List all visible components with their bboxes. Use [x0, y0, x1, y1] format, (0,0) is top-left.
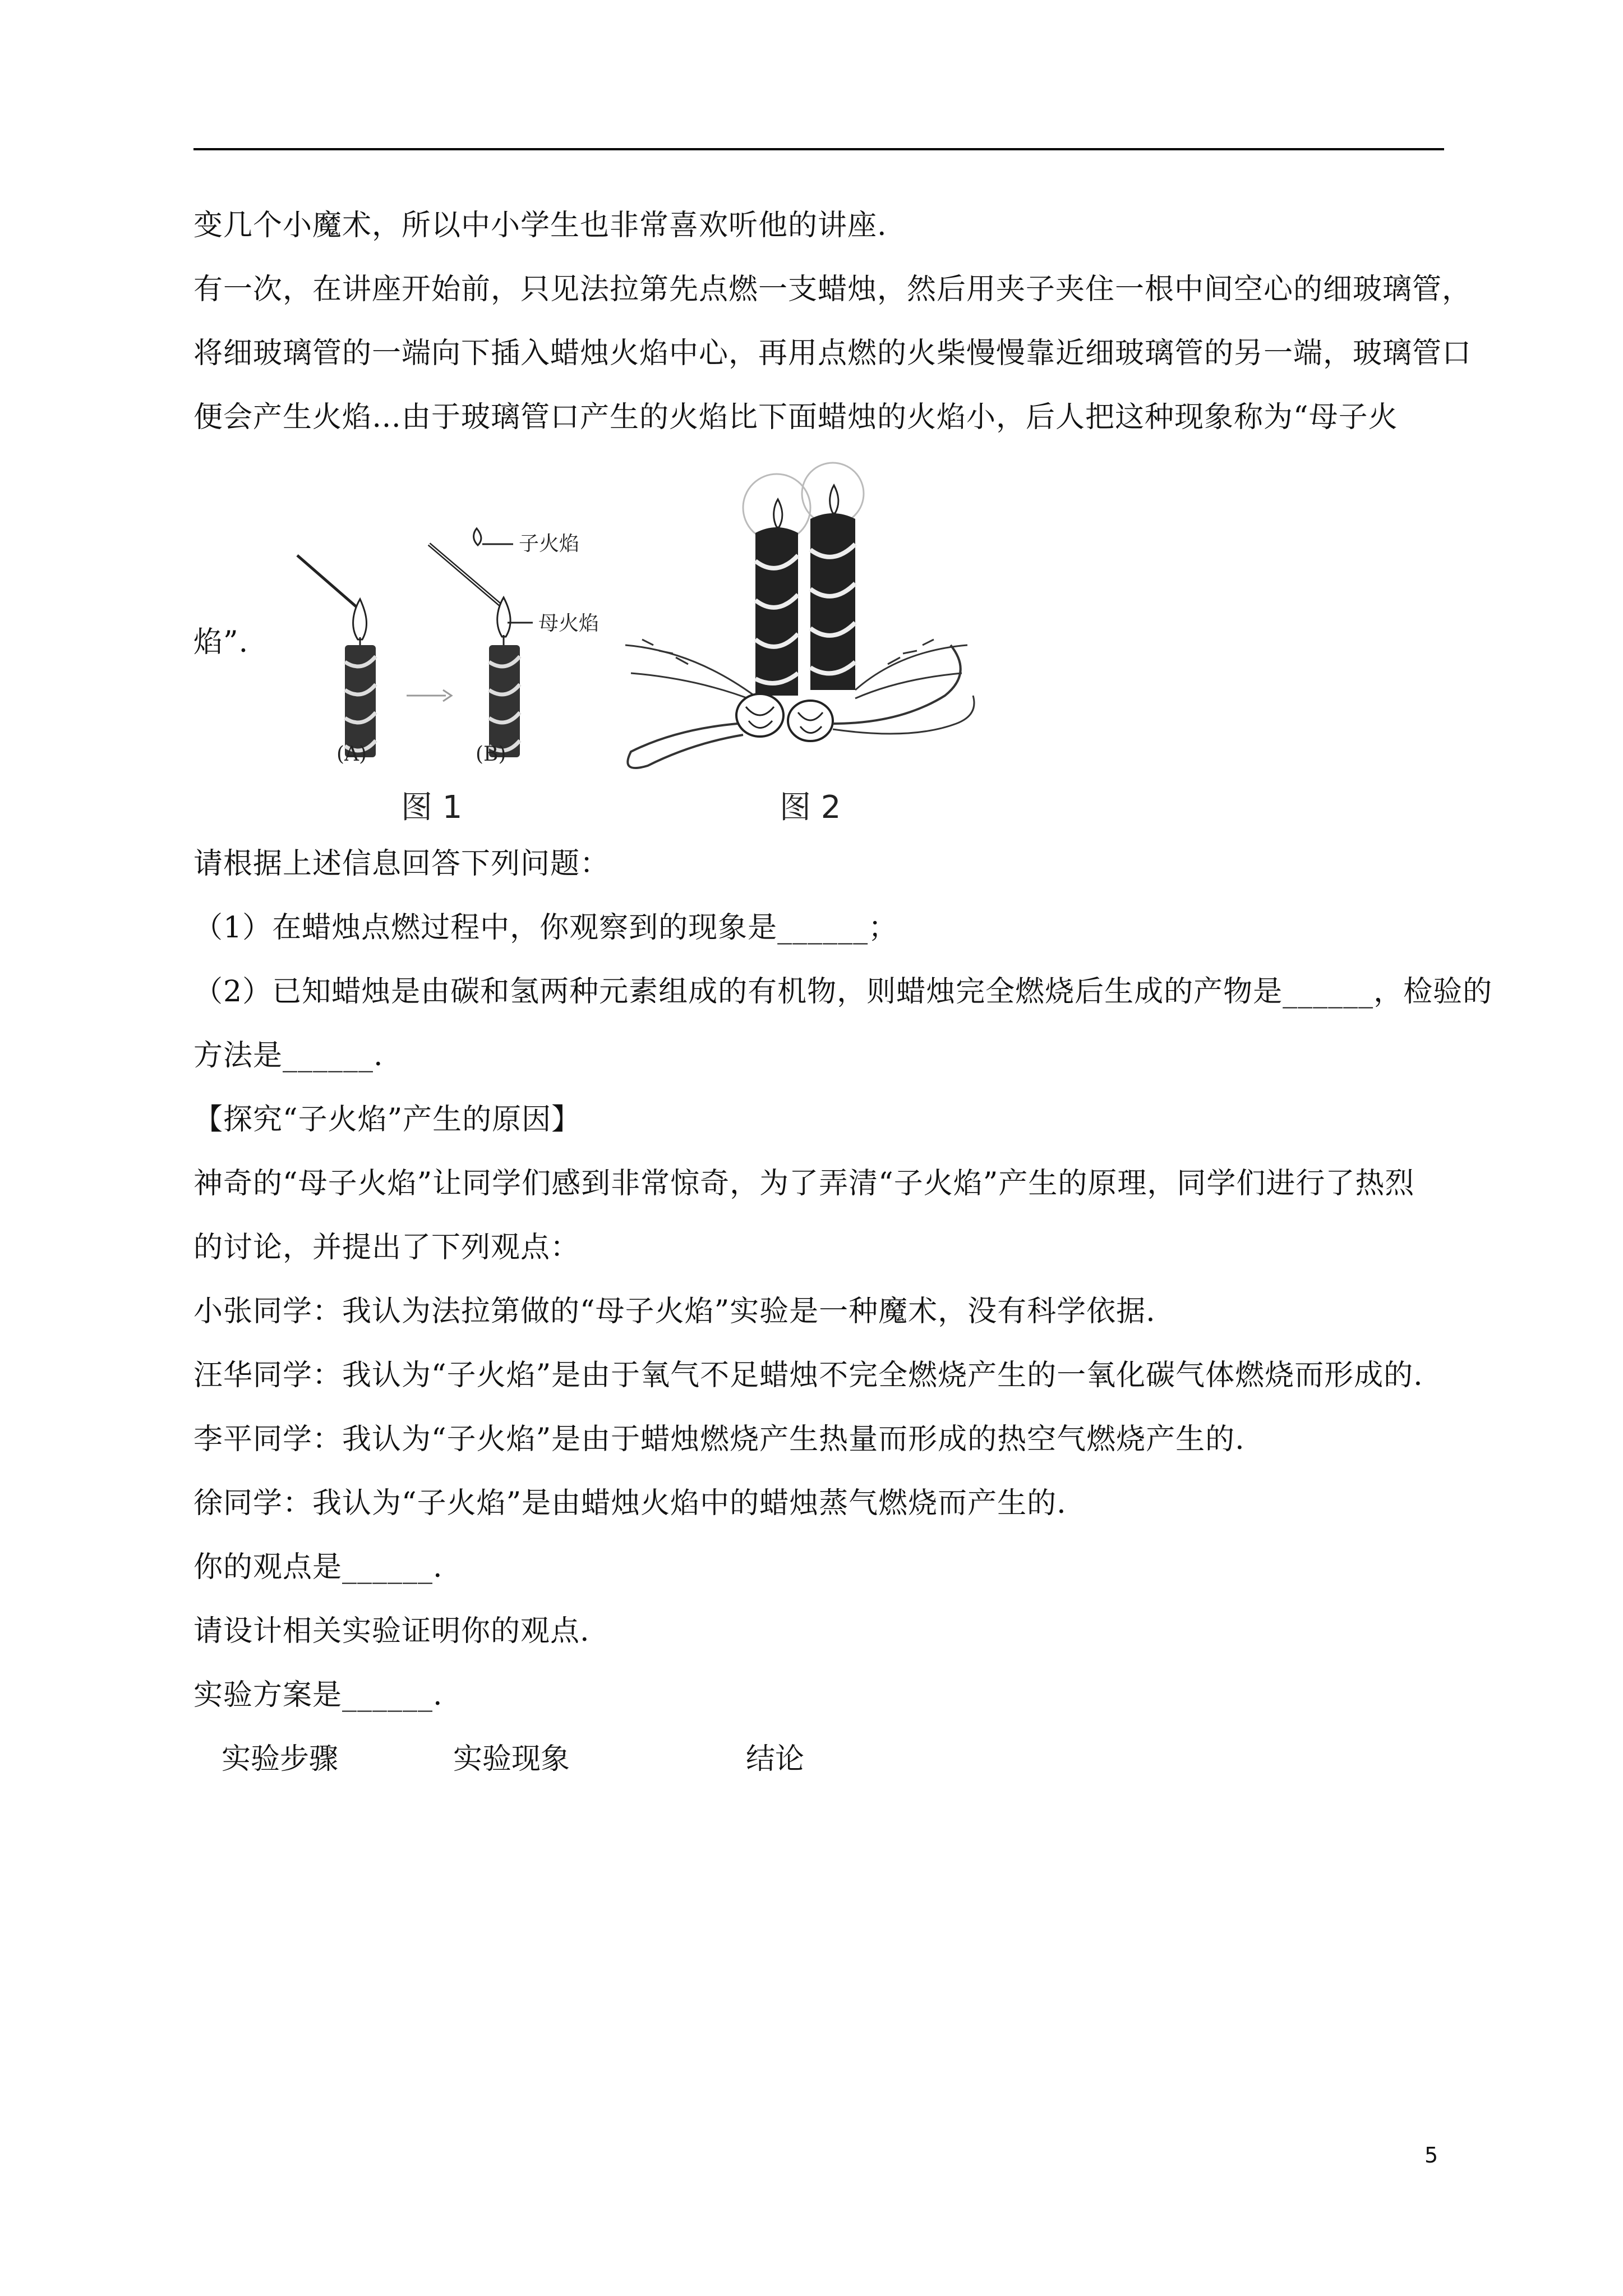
header-rule	[193, 148, 1444, 150]
section-heading: 【探究“子火焰”产生的原因】	[193, 1103, 582, 1137]
arrow-icon	[407, 690, 451, 701]
question-line: 李平同学：我认为“子火焰”是由于蜡烛燃烧产生热量而形成的热空气燃烧产生的.	[193, 1423, 1245, 1456]
question-line: 小张同学：我认为法拉第做的“母子火焰”实验是一种魔术，没有科学依据.	[193, 1295, 1156, 1328]
paragraph-line: 便会产生火焰…由于玻璃管口产生的火焰比下面蜡烛的火焰小，后人把这种现象称为“母子火	[193, 401, 1398, 434]
figure-1-caption: 图 1	[401, 789, 463, 826]
candle-a	[297, 555, 376, 757]
page-number: 5	[1424, 2143, 1438, 2168]
question-line: 的讨论，并提出了下列观点：	[193, 1231, 580, 1264]
candle-b	[429, 528, 520, 757]
question-line: 请根据上述信息回答下列问题：	[193, 847, 610, 881]
label-b: (B)	[476, 743, 506, 766]
figure-2-caption: 图 2	[780, 789, 841, 826]
table-header-phenomena: 实验现象	[453, 1742, 570, 1776]
question-line: 徐同学：我认为“子火焰”是由蜡烛火焰中的蜡烛蒸气燃烧而产生的.	[193, 1487, 1067, 1520]
label-a: (A)	[336, 743, 367, 766]
child-flame-label: 子火焰	[519, 532, 580, 555]
question-line: 神奇的“母子火焰”让同学们感到非常惊奇，为了弄清“子火焰”产生的原理，同学们进行了热烈	[193, 1167, 1415, 1200]
paragraph-line: 将细玻璃管的一端向下插入蜡烛火焰中心，再用点燃的火柴慢慢靠近细玻璃管的另一端，玻璃管口	[193, 337, 1472, 370]
question-line: 你的观点是______.	[193, 1550, 443, 1584]
paragraph-line: 变几个小魔术，所以中小学生也非常喜欢听他的讲座.	[193, 209, 887, 242]
paragraph-line: 有一次，在讲座开始前，只见法拉第先点燃一支蜡烛，然后用夹子夹住一根中间空心的细玻璃管，	[193, 273, 1472, 306]
question-line: 请设计相关实验证明你的观点.	[193, 1614, 590, 1648]
figure-2-illustration	[608, 460, 990, 774]
table-header-steps: 实验步骤	[222, 1742, 339, 1776]
question-line: （1）在蜡烛点燃过程中，你观察到的现象是______；	[193, 911, 898, 945]
question-line: 汪华同学：我认为“子火焰”是由于氧气不足蜡烛不完全燃烧产生的一氧化碳气体燃烧而形成的.	[193, 1359, 1423, 1392]
mother-flame-label: 母火焰	[538, 612, 600, 635]
paragraph-line: 焰”.	[193, 625, 249, 659]
question-line: （2）已知蜡烛是由碳和氢两种元素组成的有机物，则蜡烛完全燃烧后生成的产物是______，检验的	[193, 975, 1493, 1009]
question-line: 方法是______.	[193, 1039, 384, 1073]
question-line: 实验方案是______.	[193, 1678, 443, 1712]
figure-1-illustration	[292, 505, 651, 769]
table-header-conclusion: 结论	[746, 1742, 805, 1776]
